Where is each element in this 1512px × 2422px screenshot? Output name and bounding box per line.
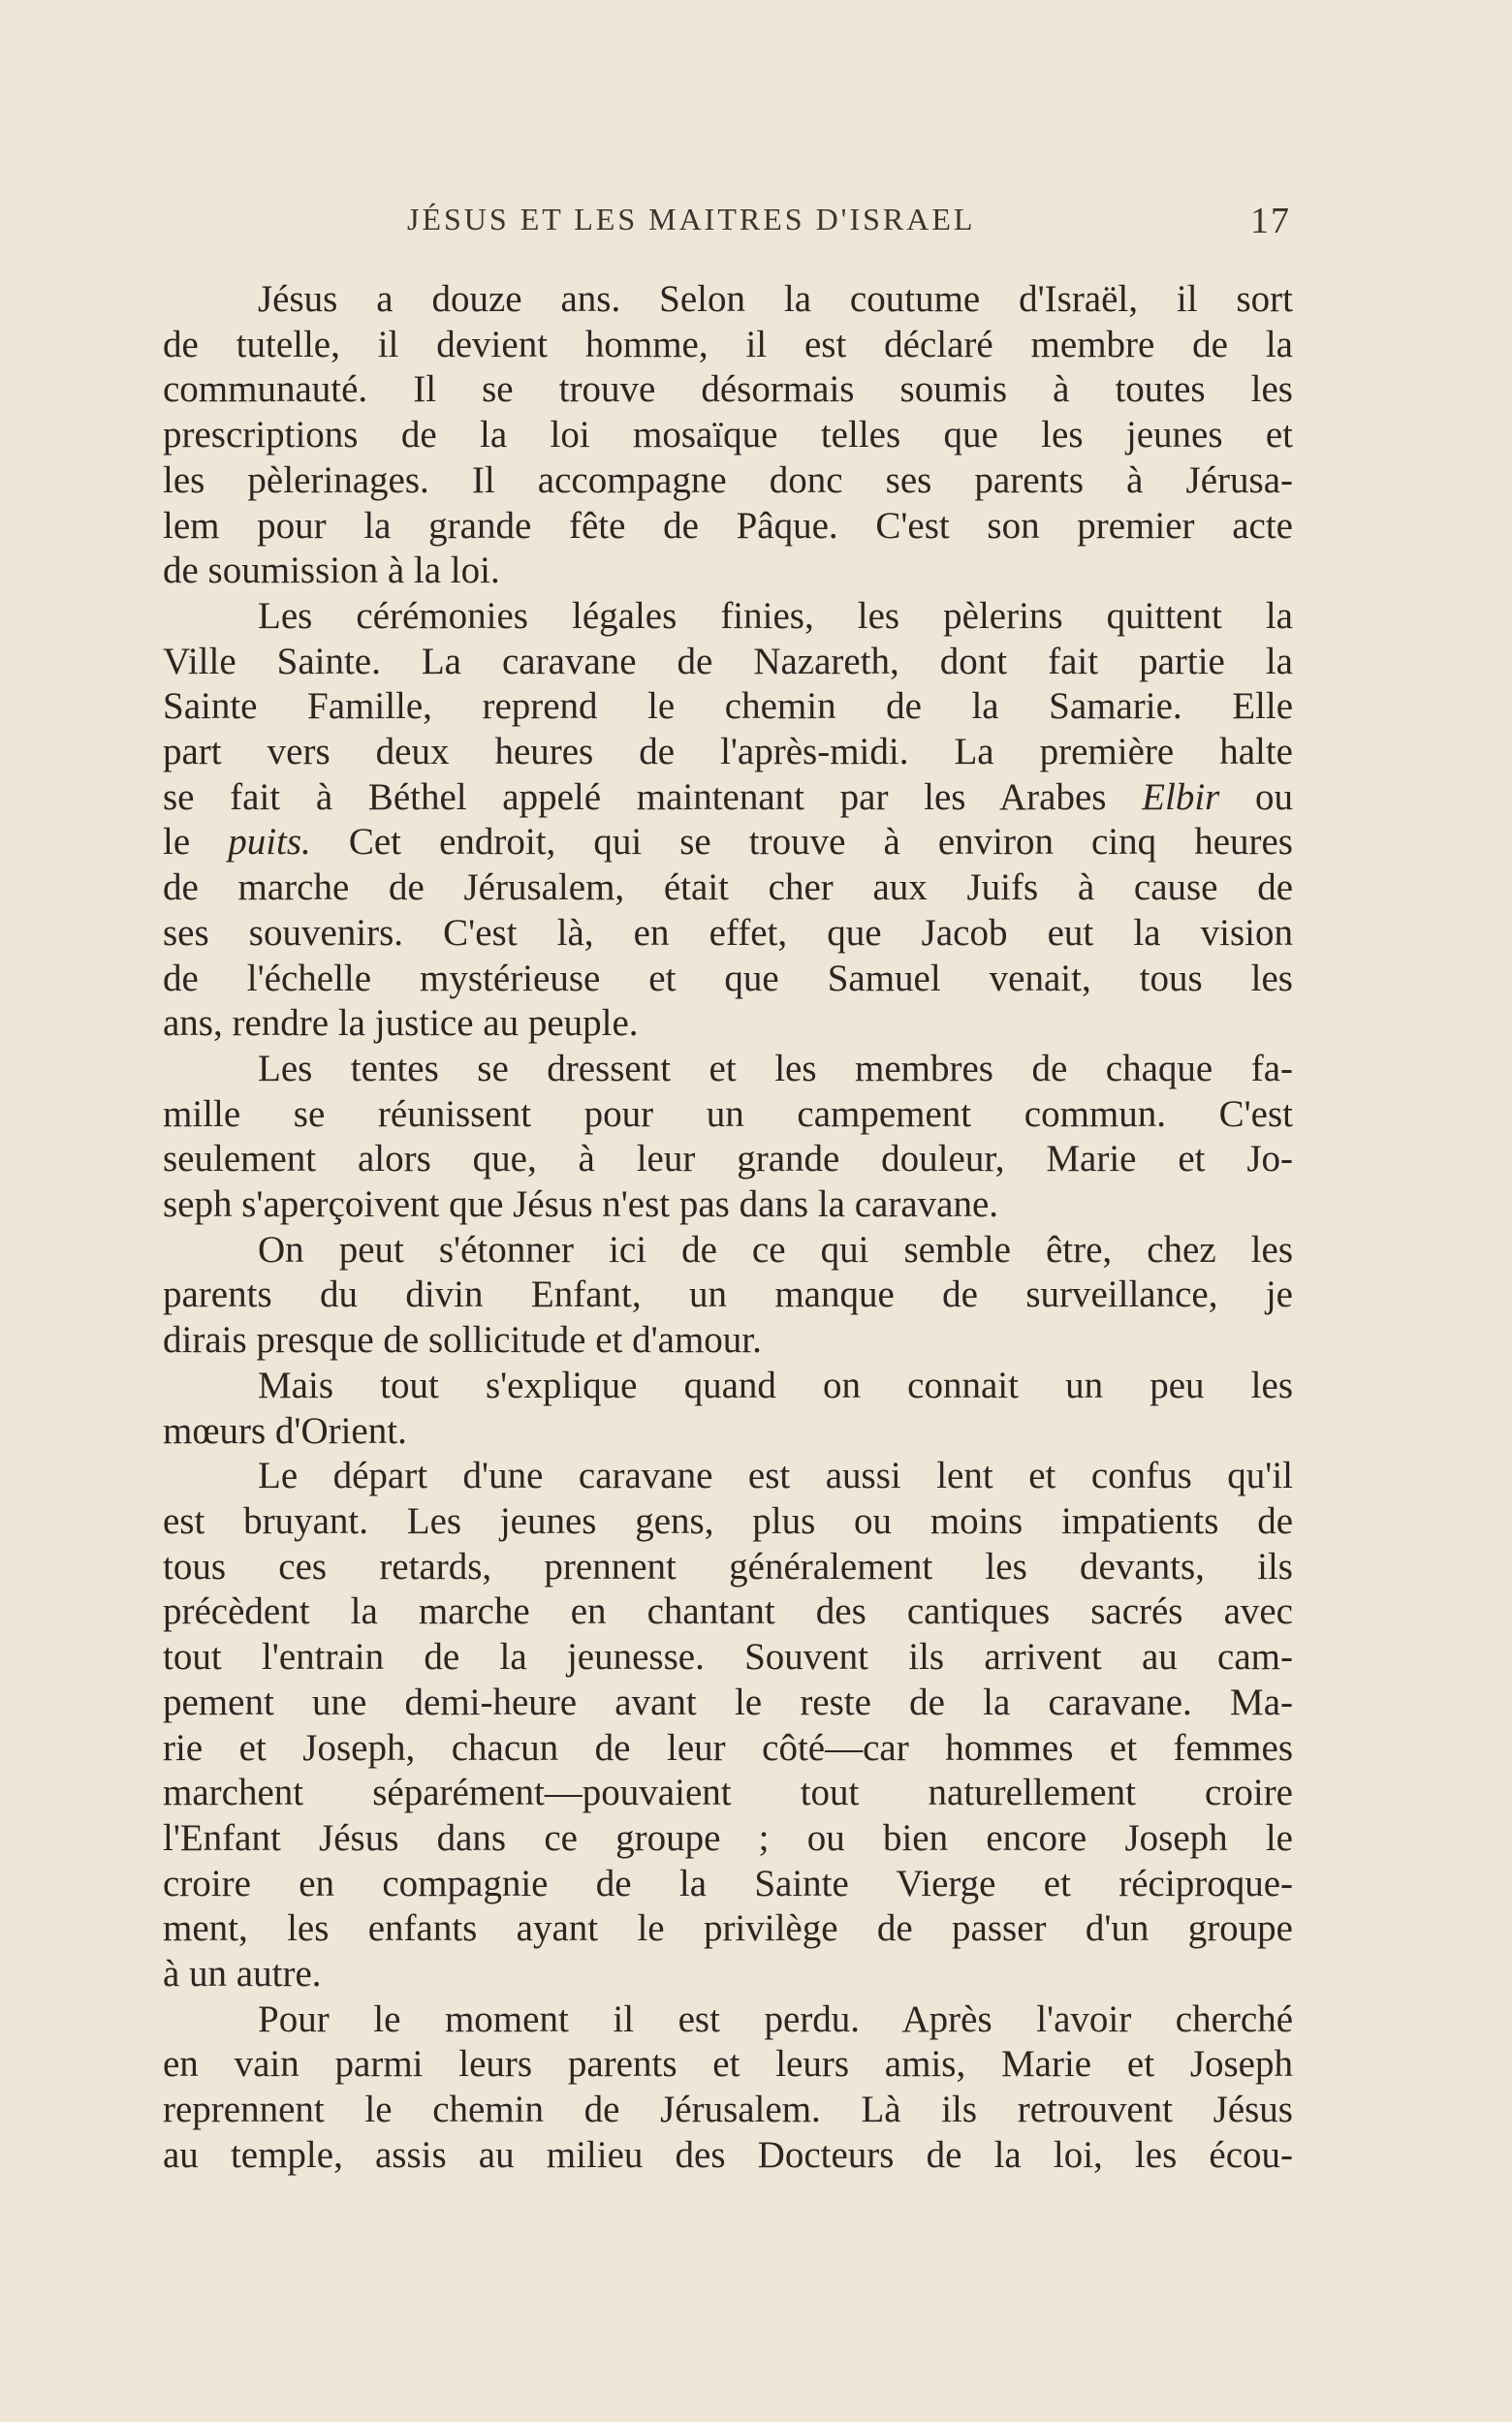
text-line: On peut s'étonner ici de ce qui semble être, chez les xyxy=(258,1228,1293,1271)
text-line: marchent séparément—pouvaient tout naturellement croire xyxy=(163,1772,1293,1814)
text-line: à un autre. xyxy=(163,1953,322,1996)
text-segment: Cet endroit, qui se trouve à environ cinq heures xyxy=(310,821,1293,864)
text-line: parents du divin Enfant, un manque de surveillance, je xyxy=(163,1274,1293,1316)
text-line: Pour le moment il est perdu. Après l'avoir cherché xyxy=(258,1997,1293,2040)
text-line: Le départ d'une caravane est aussi lent et confus qu'il xyxy=(258,1455,1293,1497)
text-line: dirais presque de sollicitude et d'amour. xyxy=(163,1319,762,1362)
paragraph-1 xyxy=(163,277,1293,594)
italic-word: puits. xyxy=(228,821,311,864)
text-line: tous ces retards, prennent généralement les devants, ils xyxy=(163,1545,1293,1588)
paragraph-6 xyxy=(163,1454,1293,1997)
text-line: de soumission à la loi. xyxy=(163,550,500,592)
paragraph-5 xyxy=(163,1364,1293,1454)
text-line: en vain parmi leurs parents et leurs amis, Marie et Joseph xyxy=(163,2043,1293,2086)
text-line: prescriptions de la loi mosaïque telles que les jeunes et xyxy=(163,414,1293,456)
text-line: croire en compagnie de la Sainte Vierge et réciproque- xyxy=(163,1862,1293,1904)
text-line: les pèlerinages. Il accompagne donc ses parents à Jérusa- xyxy=(163,458,1293,501)
text-line: seulement alors que, à leur grande douleur, Marie et Jo- xyxy=(163,1138,1293,1180)
text-line: ses souvenirs. C'est là, en effet, que Jacob eut la vision xyxy=(163,911,1293,954)
running-title: JÉSUS ET LES MAITRES D'ISRAEL xyxy=(407,202,976,236)
running-header xyxy=(0,202,1512,250)
text-line: Les tentes se dressent et les membres de chaque fa- xyxy=(258,1047,1293,1089)
text-line: seph s'aperçoivent que Jésus n'est pas dans la caravane. xyxy=(163,1183,998,1226)
text-line: tout l'entrain de la jeunesse. Souvent ils arrivent au cam- xyxy=(163,1636,1293,1679)
text-line: précèdent la marche en chantant des cantiques sacrés avec xyxy=(163,1590,1293,1633)
paragraph-7 xyxy=(163,1997,1293,2179)
page-number: 17 xyxy=(1250,201,1291,241)
text-line: au temple, assis au milieu des Docteurs de la loi, les écou- xyxy=(163,2133,1293,2176)
text-line: de tutelle, il devient homme, il est déclaré membre de la xyxy=(163,323,1293,365)
text-segment: se fait à Béthel appelé maintenant par les Arabes xyxy=(163,775,1143,818)
text-line: Sainte Famille, reprend le chemin de la Samarie. Elle xyxy=(163,685,1293,728)
text-line: part vers deux heures de l'après-midi. La première halte xyxy=(163,731,1293,773)
text-line: mœurs d'Orient. xyxy=(163,1409,407,1452)
paragraph-2 xyxy=(163,594,1293,1047)
paragraph-3 xyxy=(163,1047,1293,1228)
text-line: mille se réunissent pour un campement commun. C'est xyxy=(163,1092,1293,1135)
text-line: est bruyant. Les jeunes gens, plus ou moins impatients de xyxy=(163,1499,1293,1542)
italic-word: Elbir xyxy=(1142,775,1220,818)
text-line: Ville Sainte. La caravane de Nazareth, dont fait partie la xyxy=(163,640,1293,682)
text-line: rie et Joseph, chacun de leur côté—car hommes et femmes xyxy=(163,1726,1293,1769)
text-line-with-italic xyxy=(163,775,1293,821)
text-segment: le xyxy=(163,821,229,864)
text-line: communauté. Il se trouve désormais soumis à toutes les xyxy=(163,368,1293,411)
text-line: Jésus a douze ans. Selon la coutume d'Israël, il sort xyxy=(258,278,1293,320)
text-line: Mais tout s'explique quand on connait un peu les xyxy=(258,1364,1293,1406)
text-segment: ou xyxy=(1219,775,1294,818)
text-line: lem pour la grande fête de Pâque. C'est son premier acte xyxy=(163,504,1293,547)
paragraph-4 xyxy=(163,1228,1293,1364)
text-line: pement une demi-heure avant le reste de la caravane. Ma- xyxy=(163,1681,1293,1723)
text-line: ment, les enfants ayant le privilège de passer d'un groupe xyxy=(163,1907,1293,1950)
text-line-with-italic xyxy=(163,820,1293,865)
text-line: ans, rendre la justice au peuple. xyxy=(163,1002,639,1045)
body-text xyxy=(163,277,1293,2179)
text-line: de l'échelle mystérieuse et que Samuel venait, tous les xyxy=(163,957,1293,999)
text-line: de marche de Jérusalem, était cher aux Juifs à cause de xyxy=(163,866,1293,909)
text-line: reprennent le chemin de Jérusalem. Là ils retrouvent Jésus xyxy=(163,2089,1293,2131)
text-line: l'Enfant Jésus dans ce groupe ; ou bien encore Joseph le xyxy=(163,1816,1293,1859)
text-line: Les cérémonies légales finies, les pèlerins quittent la xyxy=(258,594,1293,637)
